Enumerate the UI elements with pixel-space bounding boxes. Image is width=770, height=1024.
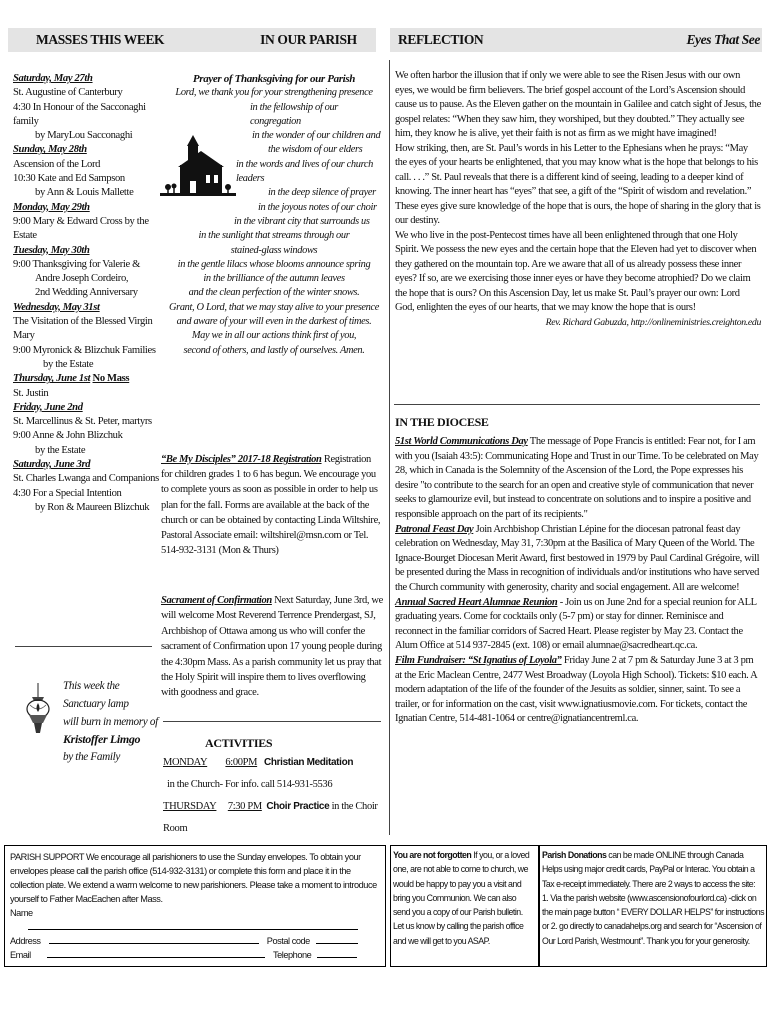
prayer-line: the wisdom of our elders [268,144,363,156]
address-field[interactable] [49,934,259,944]
prayer-line: in the fellowship of our congregation [250,101,339,127]
diocese-title: IN THE DIOCESE [395,415,489,429]
diocese-item [395,596,761,654]
diocese-item-title: Patronal Feast Day [395,523,474,535]
donations-body: can be made ONLINE through Canada Helps using major credit cards, PayPal or Interac. You obtain a Tax e-receipt immediately. There are 2 ways to access the site: [542,850,756,889]
diocese-item-body: Join Archbishop Christian Lépine for the diocesan patronal feast day celebration on Wednesday, May 31, 7:30pm at the Basilica of Mary Queen of the World. The Ignace-Bourget Diocesan Merit Award, first bestowed in 1979 by Paul Cardinal Grégoire, will be presented during the Mass in recognition of individuals and/or institutions who have served the Church community with generosity, charity and social engagement. All are welcome! [395,523,760,593]
activity-where: in the Choir Room [163,801,378,834]
activity-event: Christian Meditation [263,757,354,768]
mass-line: by Ron & Maureen Blizchuk [35,501,150,513]
church-icon [160,135,236,205]
mass-day: Sunday, May 28th [13,144,87,156]
disciples-body: Registration for children grades 1 to 6 has begun. We encourage you to complete yours as soon as possible in order to help us plan for the fall. Forms are available at the back of the church or can be obtained by contacting Linda Wiltshire, Pastoral Associate email: wiltshirel@msn.com or Tel. 514-932-3131 (Mon & Thurs) [161,454,381,557]
prayer-line: stained-glass windows [230,244,318,256]
lamp-line: will burn in memory of [63,715,158,728]
lamp-line: Sanctuary lamp [63,697,129,710]
telephone-field[interactable] [317,948,357,958]
masses-column [13,72,161,515]
mass-line: St. Justin [13,387,49,399]
mass-line: by MaryLou Sacconaghi [35,130,133,142]
diocese-item [395,654,761,727]
parish-support [10,850,378,962]
header-reflection-label: REFLECTION [398,32,484,47]
support-name-row [10,906,378,934]
mass-line: by the Estate [35,444,86,456]
activity-time: 6:00PM [225,757,258,768]
activity-monday [163,752,385,774]
disciples-notice [161,452,383,558]
activities-block [163,734,385,840]
prayer-line: in the deep silence of prayer [268,187,376,199]
activity-where: in the Church- For info. call 514-931-5536 [167,779,333,790]
diocese-item [395,523,761,596]
confirmation-title: Sacrament of Confirmation [161,595,272,606]
name-field[interactable] [28,920,358,930]
reflection-paragraph: How striking, then, are St. Paul’s words in his Letter to the Ephesians when he prays: “May the eyes of your hearts be enlightened, that you may know what is the hope that belongs to his call. . . .” St. Paul reveals that there is a different kind of seeing, leading to a deeper kind of knowing. The inner heart has “eyes” that see, a gift of the “Spirit of wisdom and revelation.” These eyes give sure knowledge of the hope that is ours, the hope of sharing in the glory that is our destiny. [395,142,761,226]
mass-line: St. Augustine of Canterbury [13,87,123,99]
email-field[interactable] [47,948,265,958]
mass-day: Tuesday, May 30th [13,244,90,256]
prayer-line: second of others, and lastly of ourselves. Amen. [183,344,365,356]
activity-thursday [163,796,385,840]
reflection-paragraph: We often harbor the illusion that if only we were able to see the Risen Jesus with our own eyes, we would be firm believers. The brief gospel account of the Lord’s Ascension should cause us to pause. As the Eleven gather on the mountain in Galilee and catch sight of Jesus, the gospel relates: “When they saw him, they worshiped, but they doubted.” They actually see him, they know he is alive, yet their faith is not as firm as we might have imagined! [395,70,761,139]
prayer-line: and aware of your will even in the darkest of times. [176,316,372,328]
mass-line: Ascension of the Lord [13,158,101,170]
activity-day: MONDAY [163,757,208,768]
support-email-label: Email [10,950,31,960]
prayer-block [160,72,388,358]
disciples-title: “Be My Disciples” 2017-18 Registration [161,454,322,465]
diocese-item-body: Friday June 2 at 7 pm & Saturday June 3 at 3 pm at the Eric Maclean Centre, 2477 West Broadway (Loyola High School). Tickets: $10 each. A modern adaptation of the life of the founder of the Jesuits as soldier, sinner, saint. To see a trailer, or for information on the cast, visit www.ignatiusmovie.com. For tickets, contact the Ignatian Centre, 514-481-1064 or centre@ignatiancentreml.ca. [395,654,757,725]
mass-line: 4:30 For a Special Intention [13,487,122,499]
diocese-item-title: Film Fundraiser: “St Ignatius of Loyola” [395,654,562,666]
header-masses [8,28,376,52]
prayer-line: in the brilliance of the autumn leaves [203,273,345,285]
reflection-block [395,69,761,330]
mass-line: 4:30 In Honour of the Sacconaghi family [13,101,146,127]
prayer-line: in the words and lives of our church leaders [236,158,373,185]
divider [15,646,152,647]
mass-day: Wednesday, May 31st [13,301,100,313]
prayer-line: May we in all our actions think first of you, [191,330,357,342]
mass-line: 9:00 Myronick & Blizchuk Families [13,344,156,356]
support-address-row [10,934,378,948]
mass-line: by Ann & Louis Mallette [35,187,134,199]
mass-day: Saturday, May 27th [13,73,93,84]
prayer-line: in the wonder of our children and [252,130,381,142]
prayer-line: in the sunlight that streams through our [198,230,350,242]
mass-line: 2nd Wedding Anniversary [35,287,138,299]
mass-no-mass: No Mass [92,373,130,385]
column-divider [389,60,390,835]
mass-line: 10:30 Kate and Ed Sampson [13,173,125,185]
header-reflection [390,28,762,52]
support-email-row [10,948,378,962]
activity-day: THURSDAY [163,801,217,812]
header-masses-label: MASSES THIS WEEK [36,32,165,47]
prayer-line: in the vibrant city that surrounds us [234,215,370,227]
mass-line: St. Charles Lwanga and Companions [13,473,159,485]
lamp-line: This week the [63,680,120,692]
mass-line: 9:00 Thanksgiving for Valerie & [13,258,141,270]
mass-day: Saturday, June 3rd [13,459,91,471]
diocese-item-title: Annual Sacred Heart Alumnae Reunion [395,596,558,608]
diocese-item-title: 51st World Communications Day [395,436,528,447]
lamp-line: by the Family [63,751,120,764]
confirmation-body: Next Saturday, June 3rd, we will welcome Most Reverend Terrence Prendergast, SJ, Archbishop of Ottawa among us who will confer the sacrament of Confirmation upon 17 young people during the 4:30pm Mass. As a parish community let us pray that the Holy Spirit will inspire them to lives overflowing with goodness and grace. [161,595,383,699]
header-parish-label: IN OUR PARISH [260,32,357,47]
reflection-paragraph: We who live in the post-Pentecost times have all been enlightened through that one Holy Spirit. We possess the new eyes and the certain hope that the Eleven had yet to discover when they gathered on the mountain top. Are we aware that all of us already possess these inner eyes? If so, are we exercising those inner eyes or have they become atrophied? Do we claim the hope that is ours? On this Ascension Day, let us make St. Paul’s prayer our own: Lord God, enlighten the eyes of our hearts, that we may know the hope that is ours! [395,229,757,313]
donations-title: Parish Donations [542,850,607,860]
sanctuary-lamp-notice [63,678,163,767]
prayer-title: Prayer of Thanksgiving for our Parish [192,73,356,85]
postal-code-field[interactable] [316,934,358,944]
diocese-item [395,435,761,523]
support-name-label: Name [10,908,33,918]
mass-line: The Visitation of the Blessed Virgin Mary [13,316,153,342]
mass-line: St. Marcellinus & St. Peter, martyrs [13,416,152,428]
mass-day: Friday, June 2nd [13,401,83,413]
mass-line: 9:00 Anne & John Blizchuk [13,430,123,442]
forgotten-notice [393,848,535,948]
support-body: PARISH SUPPORT We encourage all parishioners to use the Sunday envelopes. To obtain your envelopes please call the parish office (514-932-3131) or complete this form and place it in the collection plate. We extend a warm welcome to new parishioners. Please take a moment to introduce yourself to Father MacEachen after Mass. [10,852,377,904]
support-postal-label: Postal code [266,936,310,946]
prayer-line: in the gentle lilacs whose blooms announce spring [177,258,371,270]
support-address-label: Address [10,936,41,946]
header-eyes-label: Eyes That See [686,32,760,47]
mass-day: Monday, May 29th [13,201,90,213]
forgotten-body: If you, or a loved one, are not able to come to church, we would be happy to pay you a visit and bring you Communion. We can also send you a copy of our Parish bulletin. Let us know by calling the parish office and we will get to you ASAP. [393,850,530,946]
activities-title: ACTIVITIES [205,736,273,750]
activity-event: Choir Practice [266,801,330,812]
donations-way2[interactable]: or 2. go directly to canadahelps.org and search for “Ascension of Our Lord Parish, Westmount”. Thank you for your generosity. [542,921,762,946]
donations-notice [542,848,764,948]
activity-time: 7:30 PM [227,801,262,812]
prayer-line: in the joyous notes of our choir [258,201,377,213]
donations-way1[interactable]: 1. Via the parish website (www.ascensionofourlord.ca) -click on the main page button “ EVERY DOLLAR HELPS” for instructions [542,892,764,918]
prayer-line: Grant, O Lord, that we may stay alive to your presence [168,301,380,313]
prayer-line: Lord, we thank you for your strengthening presence [175,87,373,99]
forgotten-title: You are not forgotten [393,850,472,860]
diocese-item-body: The message of Pope Francis is entitled: Fear not, for I am with you (Isaiah 43:5): Communicating Hope and Trust in our Time. To be celebrated on May 28, which in Canada is the Solemnity of the Ascension of the Lord, the Pope expresses his desire "to contribute to the search for an open and creative style of communication that never seeks to glamourize evil, but instead to concentrate on solutions and to inspire a positive and responsible approach on the part of its recipients." [395,436,759,520]
mass-line: 9:00 Mary & Edward Cross by the Estate [13,215,149,242]
divider [394,404,760,405]
lamp-name: Kristoffer Limgo [63,732,141,747]
reflection-credit: Rev. Richard Gabuzda, http://onlineministries.creighton.edu [545,316,761,328]
confirmation-notice [161,593,383,701]
mass-day: Thursday, June 1st [13,373,91,385]
divider [163,721,381,722]
prayer-line: and the clean perfection of the winter snows. [188,287,360,299]
mass-line: by the Estate [43,358,94,370]
diocese-item-body: - Join us on June 2nd for a special reunion for ALL graduating years. Come for cocktails only (5-7 pm) or stay for dinner. Reminisce and reconnect in the familiar corridors of Sacred Heart. Please register by May 23. Contact the Alum Office at 514 937-2845 (ext. 108) or email alumnae@sacredheart.qc.ca. [395,596,757,652]
sanctuary-lamp-icon [16,683,60,737]
diocese-block [395,413,761,727]
support-telephone-label: Telephone [272,950,312,960]
mass-line: Andre Joseph Cordeiro, [35,273,129,285]
